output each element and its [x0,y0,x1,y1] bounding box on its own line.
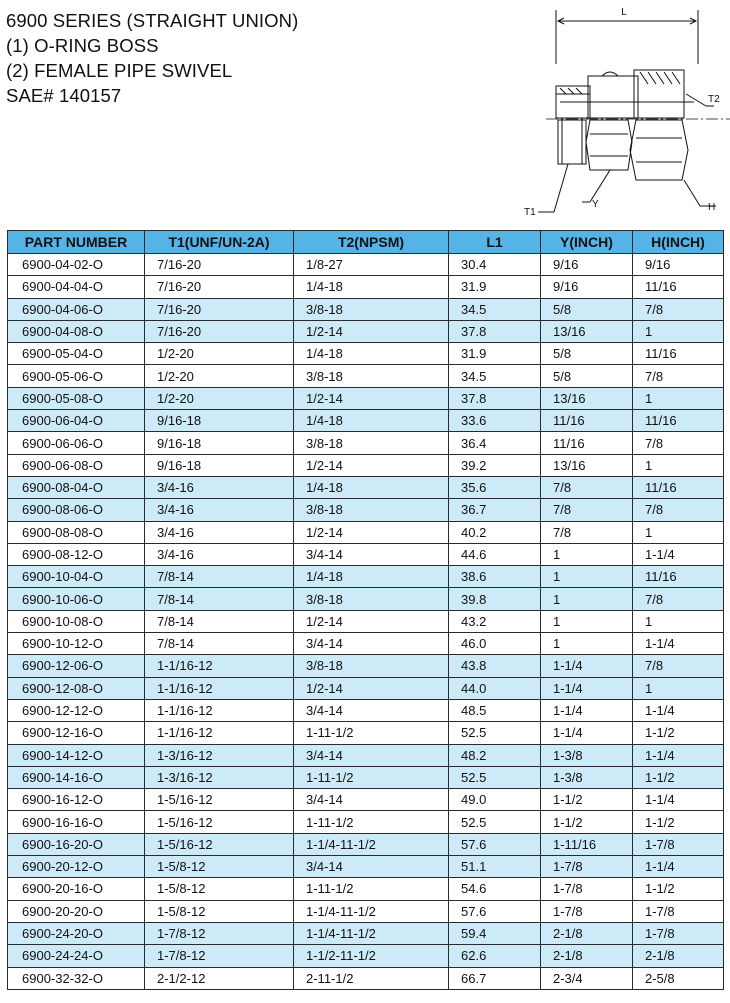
l1-cell: 52.5 [449,811,541,833]
sae-number: SAE# 140157 [6,85,122,106]
col-header-h: H(INCH) [633,231,724,254]
t1-cell: 1-5/8-12 [145,878,294,900]
y-cell: 1-1/4 [541,722,633,744]
t1-cell: 1/2-20 [145,365,294,387]
h-cell: 7/8 [633,499,724,521]
table-row [8,610,724,632]
l1-cell: 30.4 [449,254,541,276]
table-row [8,320,724,342]
t1-cell: 7/8-14 [145,610,294,632]
l1-cell: 37.8 [449,320,541,342]
table-header-row [8,231,724,254]
y-cell: 1-1/4 [541,699,633,721]
l1-cell: 36.7 [449,499,541,521]
part-number-cell: 6900-08-06-O [8,499,145,521]
t2-cell: 3/4-14 [294,543,449,565]
l1-cell: 43.2 [449,610,541,632]
t1-cell: 1/2-20 [145,343,294,365]
y-cell: 1-1/2 [541,811,633,833]
col-header-l1: L1 [449,231,541,254]
y-cell: 11/16 [541,410,633,432]
t1-cell: 7/16-20 [145,276,294,298]
table-row [8,922,724,944]
part-number-cell: 6900-06-04-O [8,410,145,432]
h-cell: 1 [633,610,724,632]
t1-cell: 1-1/16-12 [145,699,294,721]
part-number-cell: 6900-16-16-O [8,811,145,833]
y-cell: 2-3/4 [541,967,633,989]
dim-label-t1: T1 [524,207,536,218]
t1-cell: 1-3/16-12 [145,744,294,766]
h-cell: 9/16 [633,254,724,276]
table-row [8,677,724,699]
h-cell: 1 [633,387,724,409]
t2-cell: 3/4-14 [294,856,449,878]
col-header-y: Y(INCH) [541,231,633,254]
table-row [8,343,724,365]
y-cell: 5/8 [541,343,633,365]
t2-cell: 3/4-14 [294,744,449,766]
l1-cell: 36.4 [449,432,541,454]
h-cell: 1-1/4 [633,543,724,565]
t1-cell: 1-1/16-12 [145,722,294,744]
dim-label-l: L [621,7,627,18]
t2-cell: 2-11-1/2 [294,967,449,989]
dim-label-t2: T2 [708,94,720,105]
l1-cell: 34.5 [449,298,541,320]
col-header-t2: T2(NPSM) [294,231,449,254]
t1-cell: 3/4-16 [145,476,294,498]
table-row [8,410,724,432]
t2-cell: 1-1/4-11-1/2 [294,900,449,922]
table-row [8,454,724,476]
l1-cell: 39.2 [449,454,541,476]
table-row [8,365,724,387]
t1-cell: 1-3/16-12 [145,766,294,788]
spec-table [7,230,724,990]
table-row [8,878,724,900]
t1-cell: 3/4-16 [145,521,294,543]
t2-cell: 1-11-1/2 [294,811,449,833]
h-cell: 7/8 [633,588,724,610]
h-cell: 1-7/8 [633,900,724,922]
h-cell: 1-1/4 [633,789,724,811]
part-number-cell: 6900-06-06-O [8,432,145,454]
table-row [8,900,724,922]
part-number-cell: 6900-04-02-O [8,254,145,276]
part-number-cell: 6900-05-04-O [8,343,145,365]
part-number-cell: 6900-20-20-O [8,900,145,922]
part-number-cell: 6900-04-04-O [8,276,145,298]
t1-cell: 1/2-20 [145,387,294,409]
t1-cell: 9/16-18 [145,454,294,476]
table-row [8,744,724,766]
t2-cell: 1/4-18 [294,276,449,298]
table-row [8,811,724,833]
t2-cell: 1/2-14 [294,454,449,476]
h-cell: 11/16 [633,276,724,298]
h-cell: 1 [633,521,724,543]
t1-cell: 1-5/16-12 [145,833,294,855]
y-cell: 1-7/8 [541,856,633,878]
h-cell: 1-1/4 [633,856,724,878]
h-cell: 2-5/8 [633,967,724,989]
t1-cell: 1-5/16-12 [145,789,294,811]
part-number-cell: 6900-14-16-O [8,766,145,788]
table-row [8,521,724,543]
y-cell: 1-7/8 [541,878,633,900]
table-row [8,766,724,788]
y-cell: 1-7/8 [541,900,633,922]
part-number-cell: 6900-12-08-O [8,677,145,699]
table-row [8,655,724,677]
h-cell: 1-1/2 [633,722,724,744]
y-cell: 5/8 [541,298,633,320]
part-number-cell: 6900-20-16-O [8,878,145,900]
part-number-cell: 6900-24-24-O [8,945,145,967]
h-cell: 7/8 [633,655,724,677]
t2-cell: 3/4-14 [294,789,449,811]
dim-label-h: H [708,202,716,213]
l1-cell: 46.0 [449,633,541,655]
t2-cell: 1-1/2-11-1/2 [294,945,449,967]
l1-cell: 38.6 [449,566,541,588]
y-cell: 1-1/4 [541,655,633,677]
l1-cell: 33.6 [449,410,541,432]
table-row [8,387,724,409]
t2-cell: 1/2-14 [294,387,449,409]
table-row [8,945,724,967]
t2-cell: 1/4-18 [294,566,449,588]
l1-cell: 52.5 [449,766,541,788]
part-number-cell: 6900-06-08-O [8,454,145,476]
y-cell: 13/16 [541,387,633,409]
t1-cell: 7/8-14 [145,633,294,655]
table-row [8,298,724,320]
t2-cell: 1-11-1/2 [294,722,449,744]
l1-cell: 37.8 [449,387,541,409]
table-row [8,856,724,878]
part-number-cell: 6900-20-12-O [8,856,145,878]
table-row [8,633,724,655]
t2-cell: 1-11-1/2 [294,766,449,788]
col-header-t1: T1(UNF/UN-2A) [145,231,294,254]
t1-cell: 1-1/16-12 [145,677,294,699]
part-number-cell: 6900-04-08-O [8,320,145,342]
t2-cell: 1-1/4-11-1/2 [294,922,449,944]
y-cell: 2-1/8 [541,922,633,944]
t2-cell: 3/4-14 [294,699,449,721]
table-row [8,432,724,454]
dim-label-y: Y [592,199,599,210]
t2-cell: 3/8-18 [294,655,449,677]
t2-cell: 3/8-18 [294,298,449,320]
part-number-cell: 6900-10-04-O [8,566,145,588]
t2-cell: 1/8-27 [294,254,449,276]
t2-cell: 1/4-18 [294,343,449,365]
l1-cell: 51.1 [449,856,541,878]
t2-cell: 1-1/4-11-1/2 [294,833,449,855]
part-number-cell: 6900-05-08-O [8,387,145,409]
t1-cell: 7/8-14 [145,588,294,610]
t2-cell: 3/8-18 [294,365,449,387]
part-number-cell: 6900-10-12-O [8,633,145,655]
l1-cell: 39.8 [449,588,541,610]
h-cell: 7/8 [633,365,724,387]
y-cell: 2-1/8 [541,945,633,967]
h-cell: 1-1/4 [633,633,724,655]
t1-cell: 1-1/16-12 [145,655,294,677]
y-cell: 1-3/8 [541,744,633,766]
part-number-cell: 6900-08-12-O [8,543,145,565]
table-row [8,699,724,721]
table-row [8,543,724,565]
title-block [6,8,298,108]
table-row [8,588,724,610]
h-cell: 11/16 [633,343,724,365]
h-cell: 7/8 [633,298,724,320]
h-cell: 11/16 [633,410,724,432]
h-cell: 1 [633,320,724,342]
h-cell: 1-7/8 [633,922,724,944]
part-number-cell: 6900-16-12-O [8,789,145,811]
y-cell: 7/8 [541,499,633,521]
h-cell: 1 [633,677,724,699]
part-number-cell: 6900-16-20-O [8,833,145,855]
table-row [8,833,724,855]
t2-cell: 3/4-14 [294,633,449,655]
h-cell: 2-1/8 [633,945,724,967]
t1-cell: 7/16-20 [145,298,294,320]
table-body [8,254,724,990]
l1-cell: 31.9 [449,343,541,365]
t2-cell: 3/8-18 [294,499,449,521]
y-cell: 1-11/16 [541,833,633,855]
l1-cell: 48.5 [449,699,541,721]
part-number-cell: 6900-08-04-O [8,476,145,498]
part-number-cell: 6900-12-16-O [8,722,145,744]
y-cell: 1 [541,566,633,588]
t1-cell: 9/16-18 [145,432,294,454]
l1-cell: 31.9 [449,276,541,298]
y-cell: 1-1/4 [541,677,633,699]
part-number-cell: 6900-05-06-O [8,365,145,387]
y-cell: 1 [541,543,633,565]
part-number-cell: 6900-04-06-O [8,298,145,320]
y-cell: 1 [541,633,633,655]
part-number-cell: 6900-32-32-O [8,967,145,989]
t1-cell: 7/16-20 [145,320,294,342]
table-row [8,722,724,744]
t1-cell: 3/4-16 [145,543,294,565]
t2-cell: 1/4-18 [294,410,449,432]
t2-cell: 3/8-18 [294,588,449,610]
l1-cell: 44.6 [449,543,541,565]
t1-cell: 9/16-18 [145,410,294,432]
l1-cell: 66.7 [449,967,541,989]
h-cell: 1-1/4 [633,744,724,766]
part-number-cell: 6900-10-06-O [8,588,145,610]
l1-cell: 52.5 [449,722,541,744]
series-title: 6900 SERIES (STRAIGHT UNION) [6,10,299,31]
table-row [8,967,724,989]
t1-cell: 7/8-14 [145,566,294,588]
h-cell: 1-7/8 [633,833,724,855]
end-1-description: (1) O-RING BOSS [6,35,159,56]
h-cell: 1-1/2 [633,878,724,900]
h-cell: 1-1/2 [633,811,724,833]
y-cell: 7/8 [541,476,633,498]
table-row [8,254,724,276]
y-cell: 11/16 [541,432,633,454]
y-cell: 1-1/2 [541,789,633,811]
fitting-drawing [520,2,730,224]
h-cell: 11/16 [633,476,724,498]
l1-cell: 62.6 [449,945,541,967]
t2-cell: 1/2-14 [294,320,449,342]
t2-cell: 1/2-14 [294,677,449,699]
t1-cell: 1-5/8-12 [145,900,294,922]
y-cell: 7/8 [541,521,633,543]
l1-cell: 54.6 [449,878,541,900]
l1-cell: 57.6 [449,833,541,855]
l1-cell: 48.2 [449,744,541,766]
y-cell: 9/16 [541,254,633,276]
t2-cell: 1-11-1/2 [294,878,449,900]
t2-cell: 1/2-14 [294,610,449,632]
l1-cell: 49.0 [449,789,541,811]
part-number-cell: 6900-12-12-O [8,699,145,721]
y-cell: 9/16 [541,276,633,298]
table-row [8,566,724,588]
y-cell: 13/16 [541,320,633,342]
t1-cell: 7/16-20 [145,254,294,276]
h-cell: 1 [633,454,724,476]
table-row [8,789,724,811]
h-cell: 1-1/4 [633,699,724,721]
table-row [8,499,724,521]
part-number-cell: 6900-24-20-O [8,922,145,944]
col-header-part-number: PART NUMBER [8,231,145,254]
t2-cell: 1/2-14 [294,521,449,543]
end-2-description: (2) FEMALE PIPE SWIVEL [6,60,233,81]
t2-cell: 3/8-18 [294,432,449,454]
l1-cell: 59.4 [449,922,541,944]
t1-cell: 2-1/2-12 [145,967,294,989]
y-cell: 13/16 [541,454,633,476]
t2-cell: 1/4-18 [294,476,449,498]
l1-cell: 57.6 [449,900,541,922]
h-cell: 1-1/2 [633,766,724,788]
y-cell: 1 [541,610,633,632]
y-cell: 1 [541,588,633,610]
l1-cell: 35.6 [449,476,541,498]
t1-cell: 1-5/8-12 [145,856,294,878]
table-row [8,476,724,498]
table-row [8,276,724,298]
h-cell: 11/16 [633,566,724,588]
y-cell: 5/8 [541,365,633,387]
part-number-cell: 6900-12-06-O [8,655,145,677]
t1-cell: 3/4-16 [145,499,294,521]
l1-cell: 44.0 [449,677,541,699]
part-number-cell: 6900-08-08-O [8,521,145,543]
part-number-cell: 6900-10-08-O [8,610,145,632]
t1-cell: 1-7/8-12 [145,922,294,944]
y-cell: 1-3/8 [541,766,633,788]
l1-cell: 34.5 [449,365,541,387]
t1-cell: 1-7/8-12 [145,945,294,967]
part-number-cell: 6900-14-12-O [8,744,145,766]
l1-cell: 40.2 [449,521,541,543]
h-cell: 7/8 [633,432,724,454]
l1-cell: 43.8 [449,655,541,677]
t1-cell: 1-5/16-12 [145,811,294,833]
